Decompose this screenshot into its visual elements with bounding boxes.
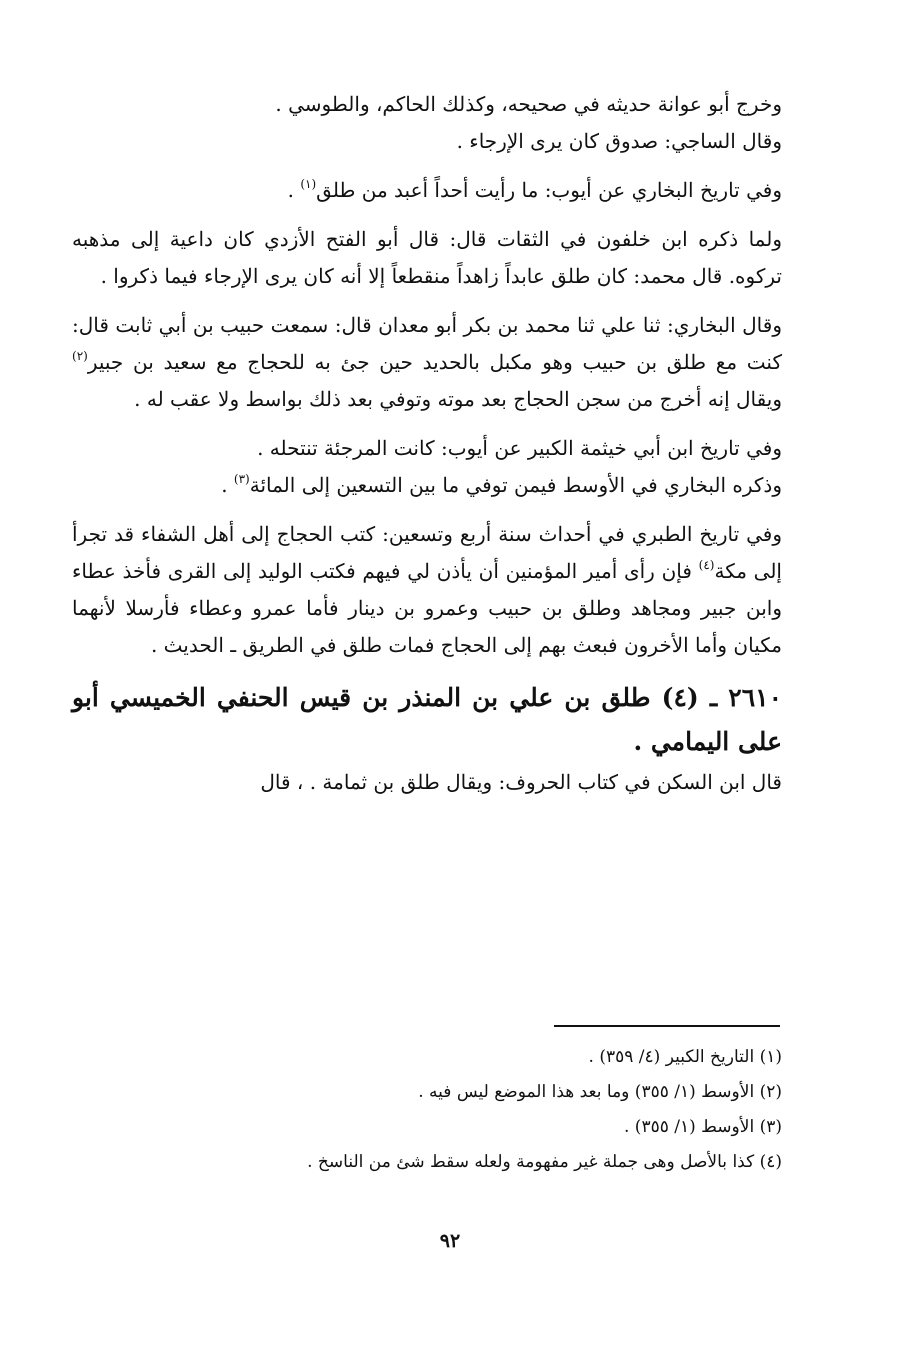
paragraph	[72, 123, 782, 160]
paragraph-text: وقال البخاري: ثنا علي ثنا محمد بن بكر أبو معدان قال: سمعت حبيب بن أبي ثابت قال: كنت مع طلق بن حبيب وهو مكبل بالحديد حين جئ به للحجاج مع سعيد بن جبير	[72, 313, 782, 374]
footnote-ref: (٣)	[233, 472, 250, 486]
paragraph-text-after: .	[287, 178, 301, 202]
paragraph	[72, 430, 782, 467]
paragraph-text: وفي تاريخ الطبري في أحداث سنة أربع وتسعين: كتب الحجاج إلى أهل الشفاء قد تجرأ إلى مكة	[72, 522, 782, 583]
paragraph-text: وفي تاريخ ابن أبي خيثمة الكبير عن أيوب: كانت المرجئة تنتحله .	[257, 436, 782, 460]
paragraph-text: ولما ذكره ابن خلفون في الثقات قال: قال أبو الفتح الأزدي كان داعية إلى مذهبه تركوه. قال محمد: كان طلق عابداً زاهداً منقطعاً إلا أنه كان يرى الإرجاء فيما ذكروا .	[72, 227, 782, 288]
footnote: (٢) الأوسط (١/ ٣٥٥) وما بعد هذا الموضع ليس فيه .	[418, 1082, 782, 1102]
footnote: (١) التاريخ الكبير (٤/ ٣٥٩) .	[588, 1047, 782, 1067]
main-text	[72, 86, 782, 801]
paragraph	[72, 764, 782, 801]
footnote-ref: (٢)	[72, 349, 88, 363]
paragraph	[72, 86, 782, 123]
paragraph	[72, 307, 782, 418]
paragraph-text-after: .	[221, 473, 234, 497]
footnote-divider	[554, 1025, 780, 1027]
footnote: (٣) الأوسط (١/ ٣٥٥) .	[623, 1117, 782, 1137]
paragraph	[72, 467, 782, 504]
footnotes	[190, 1040, 782, 1180]
entry-heading-text: ٢٦١٠ ـ (٤) طلق بن علي بن المنذر بن قيس الحنفي الخميسي أبو على اليمامي .	[72, 683, 782, 756]
paragraph-text: قال ابن السكن في كتاب الحروف: ويقال طلق بن ثمامة . ، قال	[260, 770, 782, 794]
paragraph	[72, 172, 782, 209]
paragraph-text: وخرج أبو عوانة حديثه في صحيحه، وكذلك الحاكم، والطوسي .	[275, 92, 782, 116]
footnote-ref: (١)	[300, 177, 317, 191]
paragraph-text-after: ويقال إنه أخرج من سجن الحجاج بعد موته وتوفي بعد ذلك بواسط ولا عقب له .	[134, 387, 782, 411]
paragraph	[72, 221, 782, 295]
paragraph-text: وفي تاريخ البخاري عن أيوب: ما رأيت أحداً أعبد من طلق	[316, 178, 782, 202]
page-number: ٩٢	[439, 1230, 461, 1252]
paragraph-text: وقال الساجي: صدوق كان يرى الإرجاء .	[456, 129, 782, 153]
footnote: (٤) كذا بالأصل وهى جملة غير مفهومة ولعله سقط شئ من الناسخ .	[307, 1152, 782, 1172]
paragraph	[72, 516, 782, 664]
entry-heading	[72, 676, 782, 764]
paragraph-text-after: فإن رأى أمير المؤمنين أن يأذن لي فيهم فكتب الوليد إلى القرى فأخذ عطاء وابن جبير ومجاهد وطلق بن حبيب وعمرو بن دينار فأما عمرو وعطاء فأرسلا لأنهما مكيان وأما الأخرون فبعث بهم إلى الحجاج فمات طلق في الطريق ـ الحديث .	[72, 559, 782, 657]
paragraph-text: وذكره البخاري في الأوسط فيمن توفي ما بين التسعين إلى المائة	[249, 473, 782, 497]
footnote-ref: (٤)	[698, 558, 715, 572]
